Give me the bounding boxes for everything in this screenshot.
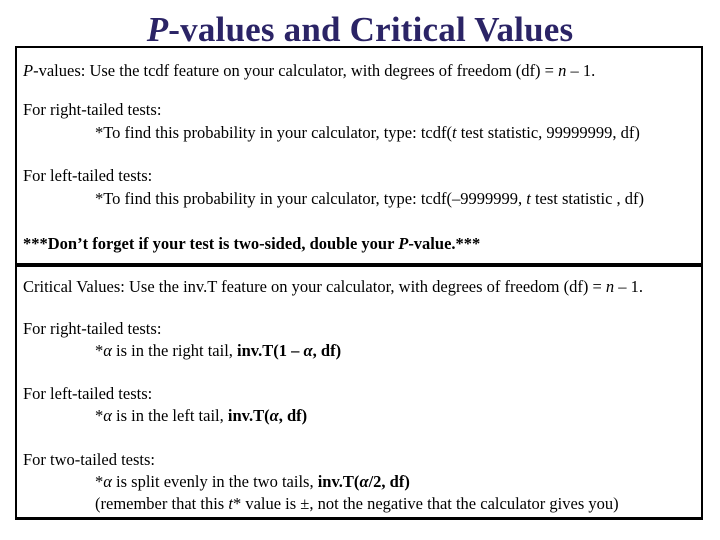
- pvalues-right-heading: For right-tailed tests:: [23, 100, 162, 119]
- critical-left-heading: For left-tailed tests:: [23, 384, 153, 403]
- critical-two-detail: *α is split evenly in the two tails, inv.T(α/2, df): [95, 472, 410, 491]
- critical-right-detail: *α is in the right tail, inv.T(1 – α, df): [95, 341, 342, 360]
- critical-right-heading: For right-tailed tests:: [23, 319, 162, 338]
- title-italic-p: P: [146, 10, 169, 49]
- critical-two-note: (remember that this t* value is ±, not the negative that the calculator gives you): [95, 494, 619, 513]
- critical-section: [17, 267, 701, 517]
- pvalues-left-heading: For left-tailed tests:: [23, 166, 153, 185]
- page-title: [0, 10, 720, 50]
- critical-two-heading: For two-tailed tests:: [23, 450, 155, 469]
- pvalues-section: [17, 48, 701, 263]
- pvalues-warning: ***Don’t forget if your test is two-sided, double your P-value.***: [23, 234, 481, 253]
- critical-intro: Critical Values: Use the inv.T feature on your calculator, with degrees of freedom (df) = n – 1.: [23, 277, 644, 296]
- pvalues-intro: P-values: Use the tcdf feature on your calculator, with degrees of freedom (df) = n – 1.: [23, 61, 596, 80]
- pvalues-right-detail: *To find this probability in your calculator, type: tcdf(t test statistic, 99999999, df): [95, 123, 640, 142]
- critical-left-detail: *α is in the left tail, inv.T(α, df): [95, 406, 308, 425]
- title-rest: -values and Critical Values: [168, 10, 574, 49]
- content-box: [15, 46, 703, 520]
- pvalues-left-detail: *To find this probability in your calculator, type: tcdf(–9999999, t test statistic , df): [95, 189, 645, 208]
